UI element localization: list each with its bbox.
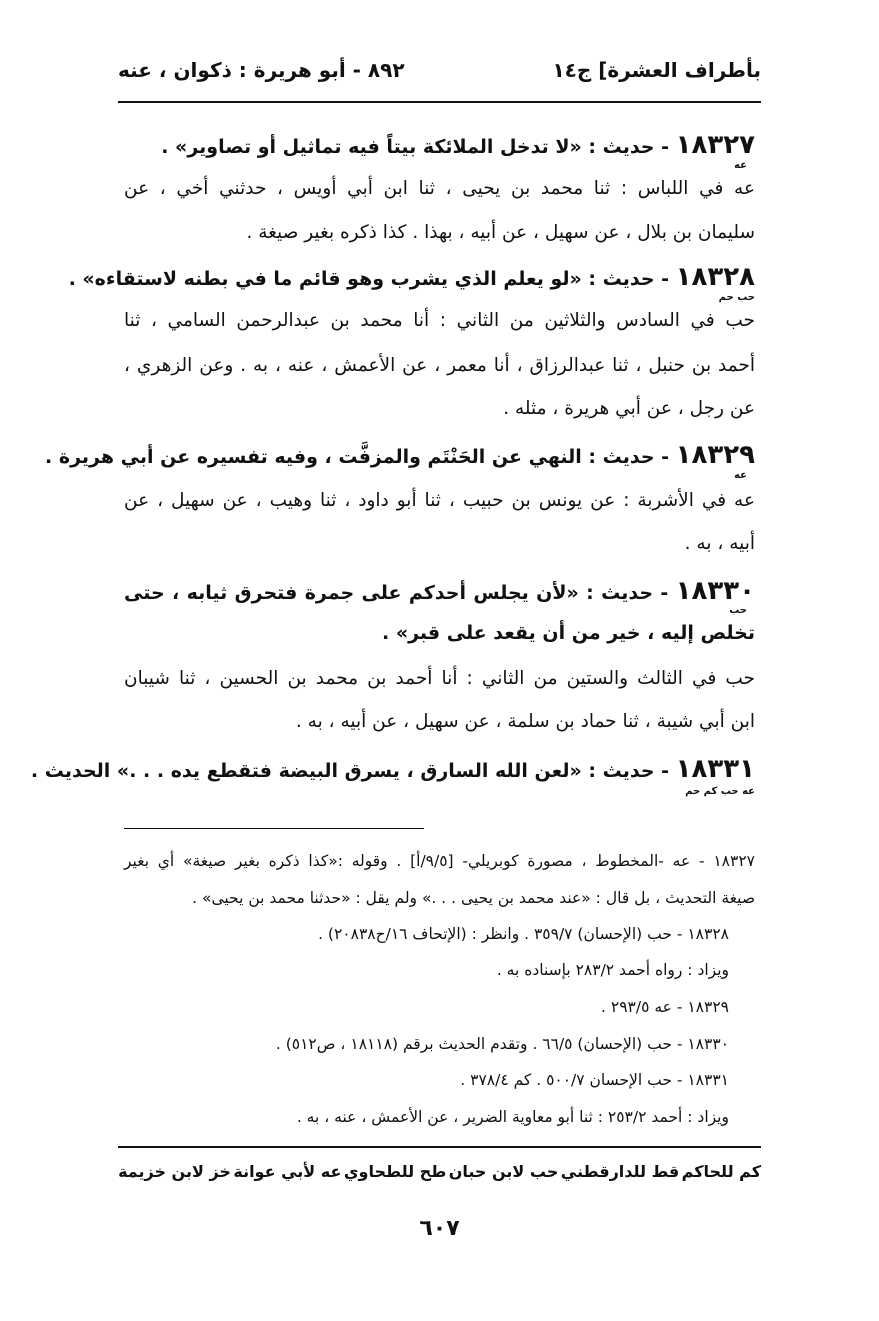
entry-title-continued: تخلص إليه ، خير من أن يقعد على قبر» . [381,622,755,644]
entry-text-line: أبيه ، به . [684,533,755,554]
entry-text-line: حب في السادس والثلاثين من الثاني : أنا محمد بن عبدالرحمن السامي ، ثنا [124,310,755,331]
entry-sigla: حب [729,605,747,616]
entry-sigla: عه [734,470,747,481]
footnote-line: ١٨٣٢٨ - حب (الإحسان) ٣٥٩/٧ . وانظر : (الإتحاف ١٦/ح٢٠٨٣٨) . [318,925,729,943]
entry-sigla: حب حم [718,292,755,303]
hadith-entry-title [30,754,755,784]
hadith-entry-title [124,576,755,606]
footnote-line: ١٨٣٣١ - حب الإحسان ٥٠٠/٧ . كم ٣٧٨/٤ . [460,1071,729,1089]
abbreviations-key [118,1162,761,1190]
entry-text-line: ابن أبي شيبة ، ثنا حماد بن سلمة ، عن سهيل ، عن أبيه ، به . [295,711,755,732]
entry-title: - حديث : «لو يعلم الذي يشرب وهو قائم ما في بطنه لاستقاءه» . [68,268,670,290]
entry-number: ١٨٣٢٧ [675,130,755,160]
page-number: ٦٠٧ [419,1216,460,1241]
abbreviation: عه لأبي عوانة [233,1162,342,1181]
entry-number: ١٨٣٢٨ [675,262,755,292]
book-title: بأطراف العشرة] ج١٤ [552,58,761,82]
entry-title: - حديث : «لعن الله السارق ، يسرق البيضة فتقطع يده . . .» الحديث . [30,760,670,782]
entry-title: - حديث : «لأن يجلس أحدكم على جمرة فتحرق ثيابه ، حتى [124,582,669,604]
entry-text-line: عن رجل ، عن أبي هريرة ، مثله . [503,398,755,419]
entry-number: ١٨٣٢٩ [675,440,755,470]
entry-text-line: سليمان بن بلال ، عن سهيل ، عن أبيه ، بهذا . كذا ذكره بغير صيغة . [246,222,755,243]
entry-title: - حديث : «لا تدخل الملائكة بيتاً فيه تماثيل أو تصاوير» . [161,136,670,158]
abbreviation: كم للحاكم [681,1162,761,1181]
footnote-line: ويزاد : أحمد ٢٥٣/٢ : ثنا أبو معاوية الضرير ، عن الأعمش ، عنه ، به . [296,1108,729,1126]
running-header [118,58,761,92]
entry-text-line: عه في اللباس : ثنا محمد بن يحيى ، ثنا ابن أبي أويس ، حدثني أخي ، عن [124,178,755,199]
entry-title: - حديث : النهي عن الحَنْتَم والمزفَّت ، وفيه تفسيره عن أبي هريرة . [45,446,670,468]
entry-number: ١٨٣٣١ [675,754,755,784]
hadith-entry-title [45,440,755,470]
footnote-rule [124,828,424,829]
entry-text-line: أحمد بن حنبل ، ثنا عبدالرزاق ، أنا معمر ، عن الأعمش ، عنه ، به . وعن الزهري ، [124,355,755,376]
abbreviation: قط للدارقطني [560,1162,680,1181]
entry-text-line: عه في الأشربة : عن يونس بن حبيب ، ثنا أبو داود ، ثنا وهيب ، عن سهيل ، عن [124,490,755,511]
abbreviation: خز لابن خزيمة [118,1162,231,1181]
entry-sigla: عه حب كم حم [685,786,755,797]
footnote-line: ١٨٣٢٧ - عه -المخطوط ، مصورة كوبريلي- [٩/٥/أ] . وقوله :«كذا ذكره بغير صيغة» أي بغير [124,852,755,870]
footnote-line: ١٨٣٢٩ - عه ٢٩٣/٥ . [601,998,729,1016]
abbreviations-rule [118,1146,761,1148]
footnote-line: ويزاد : رواه أحمد ٢٨٣/٢ بإسناده به . [496,961,729,979]
footnote-line: صيغة التحديث ، بل قال : «عند محمد بن يحيى . . .» ولم يقل : «حدثنا محمد بن يحيى» . [192,889,755,907]
hadith-entry-title [124,130,755,160]
header-rule [118,101,761,103]
abbreviation: حب لابن حبان [448,1162,559,1181]
entry-text-line: حب في الثالث والستين من الثاني : أنا أحمد بن محمد بن الحسين ، ثنا شيبان [124,668,755,689]
hadith-entry-title [68,262,755,292]
entry-sigla: عه [734,160,747,171]
entry-number: ١٨٣٣٠ [675,576,755,606]
footnote-line: ١٨٣٣٠ - حب (الإحسان) ٦٦/٥ . وتقدم الحديث برقم (١٨١١٨ ، ص٥١٢) . [275,1035,729,1053]
section-title: ٨٩٢ - أبو هريرة : ذكوان ، عنه [118,58,405,82]
abbreviation: طح للطحاوي [343,1162,447,1181]
